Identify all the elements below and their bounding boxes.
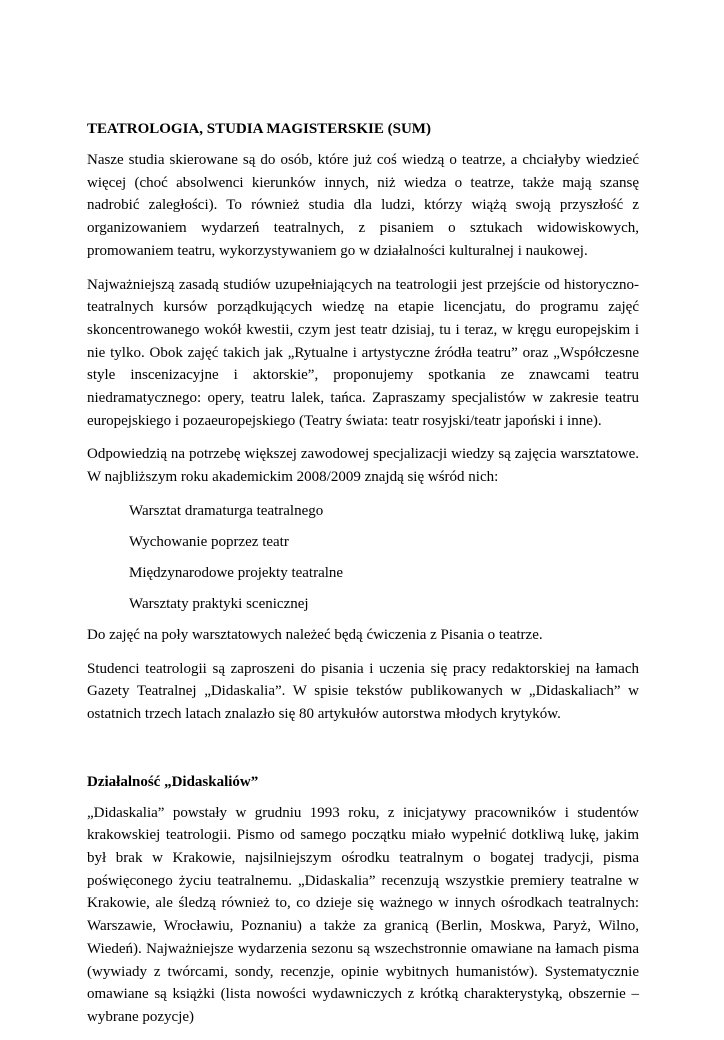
- list-item: Wychowanie poprzez teatr: [129, 533, 289, 550]
- list-item: Warsztat dramaturga teatralnego: [129, 502, 324, 519]
- paragraph-program: Najważniejszą zasadą studiów uzupełniających na teatrologii jest przejście od historyczno-teatralnych kursów porządkujących wiedzę na etapie licencjatu, do programu zajęć skoncentrowanego wokół kwestii, czym jest teatr dzisiaj, tu i teraz, w kręgu europejskim i nie tylko. Obok zajęć takich jak „Rytualne i artystyczne źródła teatru” oraz „Współczesne style inscenizacyjne i aktorskie”, proponujemy spotkania ze znawcami teatru niedramatycznego: opery, teatru lalek, tańca. Zapraszamy specjalistów w zakresie teatru europejskiego i pozaeuropejskiego (Teatry świata: teatr rosyjski/teatr japoński i inne).: [87, 276, 639, 429]
- paragraph-didaskalia: „Didaskalia” powstały w grudniu 1993 roku, z inicjatywy pracowników i studentów krakowskiej teatrologii. Pismo od samego początku miało wypełnić dotkliwą lukę, jakim był brak w Krakowie, najsilniejszym ośrodku teatralnym o bogatej tradycji, pisma poświęconego życiu teatralnemu. „Didaskalia” recenzują wszystkie premiery teatralne w Krakowie, ale śledzą również to, co dzieje się ważnego w innych ośrodkach teatralnych: Warszawie, Wrocławiu, Poznaniu) a także za granicą (Berlin, Moskwa, Paryż, Wilno, Wiedeń). Najważniejsze wydarzenia sezonu są wszechstronnie omawiane na łamach pisma (wywiady z twórcami, sondy, recenzje, opinie wybitnych humanistów). Systematycznie omawiane są książki (lista nowości wydawniczych z krótką charakterystyką, obszernie – wybrane pozycje): [87, 804, 639, 1025]
- list-item: Międzynarodowe projekty teatralne: [129, 564, 344, 581]
- list-item: Warsztaty praktyki scenicznej: [129, 595, 309, 612]
- paragraph-writing: Do zajęć na poły warsztatowych należeć będą ćwiczenia z Pisania o teatrze.: [87, 626, 543, 643]
- workshop-list: [87, 500, 639, 615]
- section-spacer: [87, 737, 639, 771]
- section-title-teatrologia: TEATROLOGIA, STUDIA MAGISTERSKIE (SUM): [87, 121, 431, 137]
- section-title-didaskalia: Działalność „Didaskaliów”: [87, 773, 259, 790]
- document-page: [87, 118, 639, 1040]
- paragraph-workshops-intro: Odpowiedzią na potrzebę większej zawodowej specjalizacji wiedzy są zajęcia warsztatowe. W najbliższym roku akademickim 2008/2009 znajdą się wśród nich:: [87, 446, 639, 486]
- paragraph-students: Studenci teatrologii są zaproszeni do pisania i uczenia się pracy redaktorskiej na łamach Gazety Teatralnej „Didaskalia”. W spisie tekstów publikowanych w „Didaskaliach” w ostatnich trzech latach znalazło się 80 artykułów autorstwa młodych krytyków.: [87, 660, 639, 722]
- paragraph-intro: Nasze studia skierowane są do osób, które już coś wiedzą o teatrze, a chciałyby wiedzieć więcej (choć absolwenci kierunków innych, niż wiedza o teatrze, także mają szansę nadrobić zaległości). To również studia dla ludzi, którzy wiążą swoją przyszłość z organizowaniem wydarzeń teatralnych, z pisaniem o sztukach widowiskowych, promowaniem teatru, wykorzystywaniem go w działalności kulturalnej i naukowej.: [87, 152, 639, 259]
